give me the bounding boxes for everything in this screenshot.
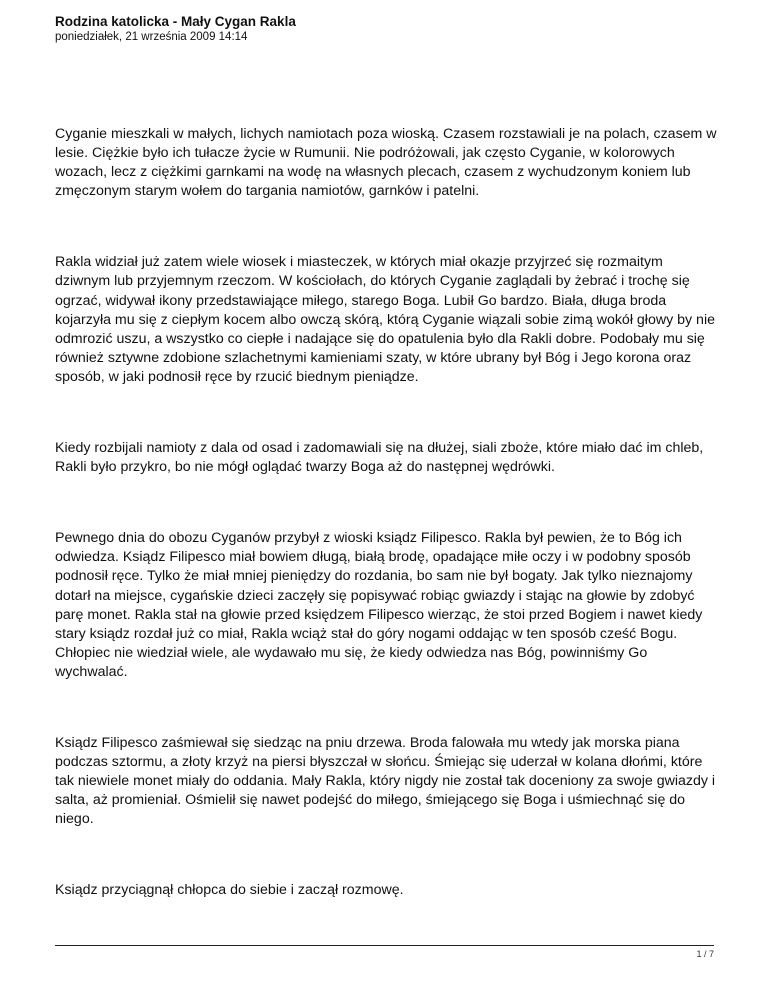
paragraph: Pewnego dnia do obozu Cyganów przybył z wioski ksiądz Filipesco. Rakla był pewien, że to Bóg ich odwiedza. Ksiądz Filipesco miał bowiem długą, białą brodę, opadające miłe oczy i w podobny sposób podnosił ręce. Tylko że miał mniej pieniędzy do rozdania, bo sam nie był bogaty. Jak tylko nieznajomy dotarł na miejsce, cygańskie dzieci zaczęły się popisywać robiąc gwiazdy i stając na głowie by zdobyć parę monet. Rakla stał na głowie przed księdzem Filipesco wierząc, że stoi przed Bogiem i nawet kiedy stary ksiądz rozdał już co miał, Rakla wciąż stał do góry nogami oddając w ten sposób cześć Bogu. Chłopiec nie wiedział wiele, ale wydawało mu się, że kiedy odwiedza nas Bóg, powinniśmy Go wychwalać. (55, 530, 703, 680)
page-header (55, 13, 715, 44)
paragraph: Ksiądz Filipesco zaśmiewał się siedząc na pniu drzewa. Broda falowała mu wtedy jak morska piana podczas sztormu, a złoty krzyż na piersi błyszczał w słońcu. Śmiejąc się uderzał w kolana dłońmi, które tak niewiele monet miały do oddania. Mały Rakla, który nigdy nie został tak doceniony za swoje gwiazdy i salta, aż promieniał. Ośmielił się nawet podejść do miłego, śmiejącego się Boga i uśmiechnąć się do niego. (55, 734, 716, 828)
article-body (55, 125, 719, 953)
paragraph: Rakla widział już zatem wiele wiosek i miasteczek, w których miał okazje przyjrzeć się rozmaitym dziwnym lub przyjemnym rzeczom. W kościołach, do których Cyganie zaglądali by żebrać i trochę się ogrzać, widywał ikony przedstawiające miłego, starego Boga. Lubił Go bardzo. Biała, długa broda kojarzyła mu się z ciepłym kocem albo owczą skórą, którą Cyganie wiązali sobie zimą wokół głowy by nie odmrozić uszu, a wszystko co ciepłe i nadające się do opatulenia było dla Rakli dobre. Podobały mu się również sztywne zdobione szlachetnymi kamieniami szaty, w które ubrany był Bóg i Jego korona oraz sposób, w jaki podnosił ręce by rzucić biednym pieniądze. (55, 254, 715, 385)
page-number: 1 / 7 (696, 949, 714, 959)
paragraph: Kiedy rozbijali namioty z dala od osad i zadomawiali się na dłużej, siali zboże, które miało dać im chleb, Rakli było przykro, bo nie mógł oglądać twarzy Boga aż do następnej wędrówki. (55, 440, 704, 476)
paragraph: Ksiądz przyciągnął chłopca do siebie i zaczął rozmowę. (55, 882, 404, 899)
article-title: Rodzina katolicka - Mały Cygan Rakla (55, 14, 296, 29)
paragraph: Cyganie mieszkali w małych, lichych namiotach poza wioską. Czasem rozstawiali je na polach, czasem w lesie. Ciężkie było ich tułacze życie w Rumunii. Nie podróżowali, jak często Cyganie, w kolorowych wozach, lecz z ciężkimi garnkami na wodę na własnych plecach, czasem z wychudzonym koniem lub zmęczonym starym wołem do targania namiotów, garnków i patelni. (55, 126, 717, 200)
footer-divider (55, 945, 714, 946)
article-date: poniedziałek, 21 września 2009 14:14 (55, 31, 248, 43)
